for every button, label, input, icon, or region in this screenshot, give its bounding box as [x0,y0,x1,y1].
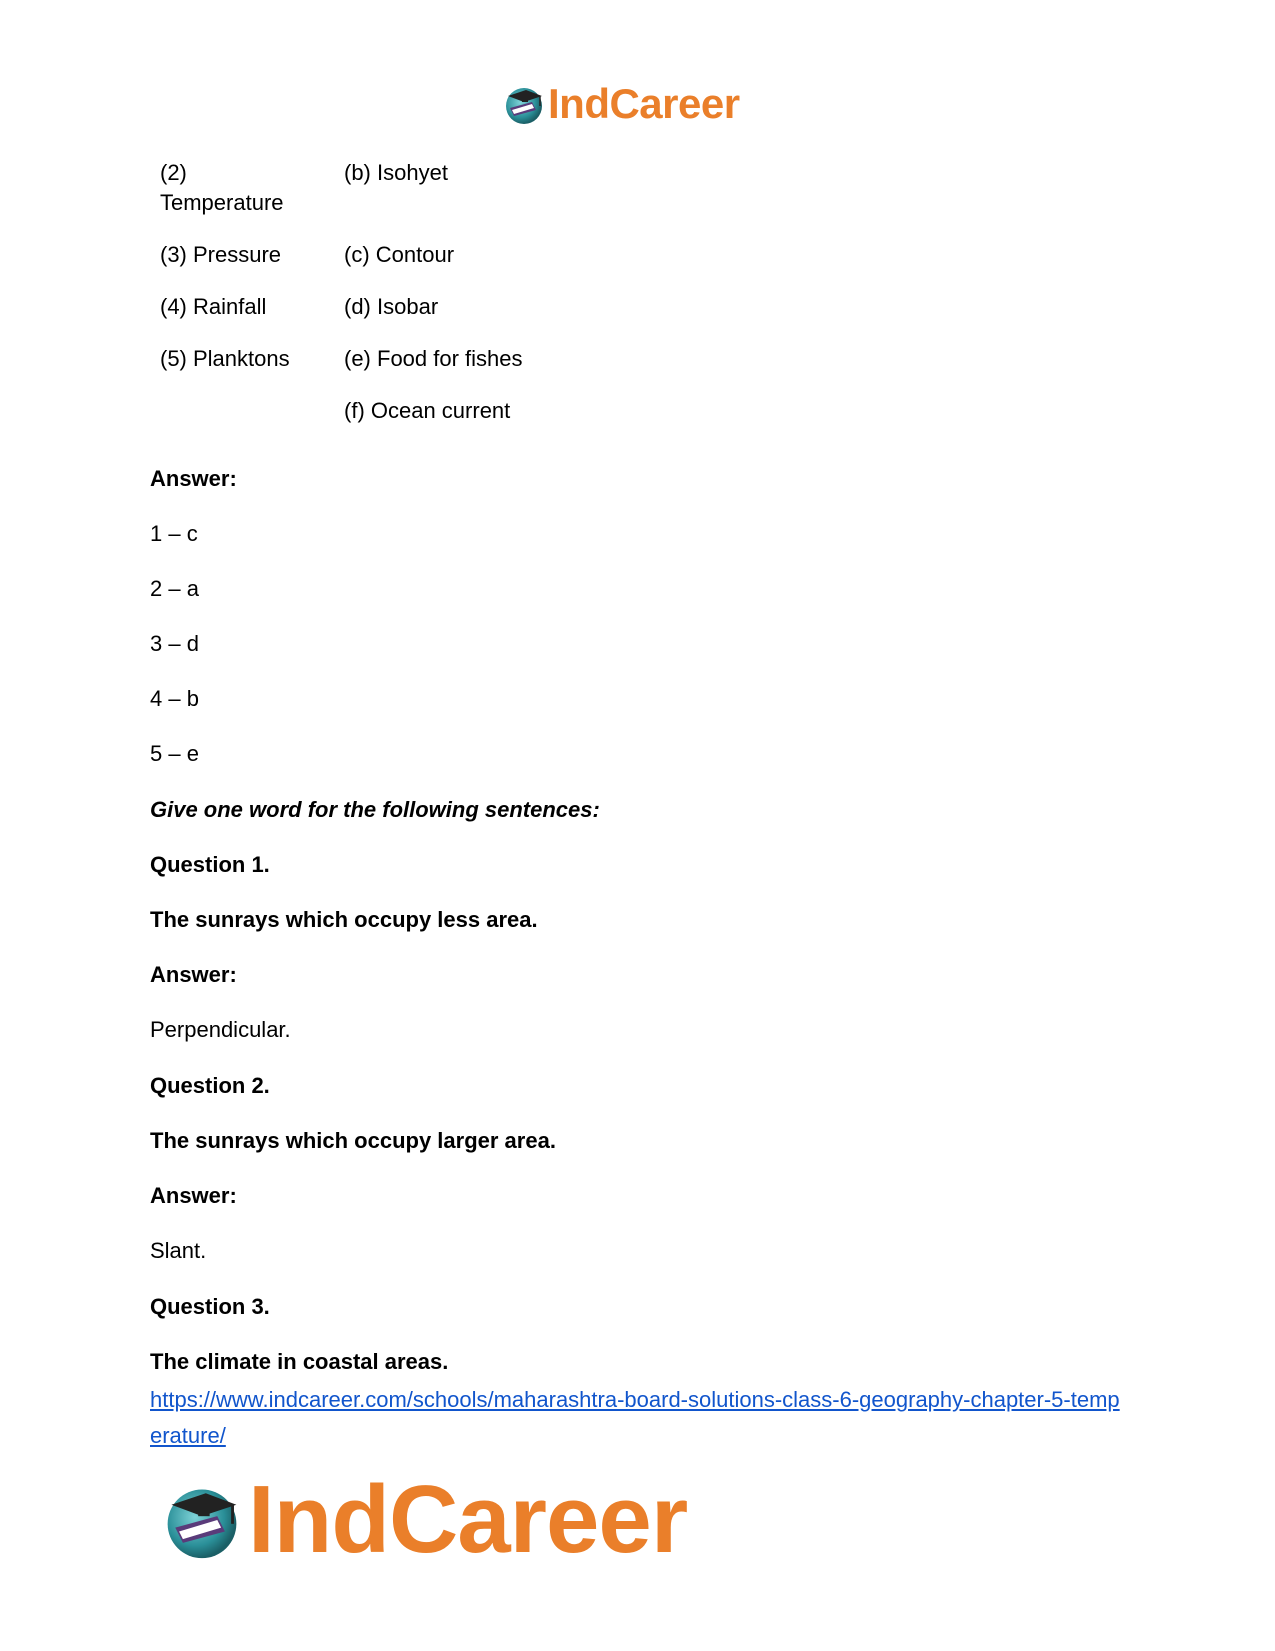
match-left-cell: (2) Temperature [160,160,284,215]
header-logo-text: IndCareer [548,80,740,127]
question-label: Question 1. [150,852,270,877]
answer-item: 2 – a [150,576,199,601]
answer-label: Answer: [150,1183,237,1208]
match-right-cell: (b) Isohyet [344,160,448,185]
question-label: Question 3. [150,1294,270,1319]
match-left-cell: (5) Planktons [160,346,290,371]
answer-item: 5 – e [150,741,199,766]
match-left-cell: (3) Pressure [160,242,282,267]
question-label: Question 2. [150,1073,270,1098]
logo-globe-icon [502,82,546,126]
answer-text: Perpendicular. [150,1017,291,1042]
section-heading: Give one word for the following sentences: [150,797,600,822]
logo-globe-icon [160,1478,244,1562]
source-link[interactable]: https://www.indcareer.com/schools/maharashtra-board-solutions-class-6-geography-chapter-5-temperature/ [150,1387,1120,1448]
answer-heading: Answer: [150,466,237,491]
question-text: The sunrays which occupy larger area. [150,1128,556,1153]
answer-text: Slant. [150,1238,207,1263]
answer-item: 1 – c [150,521,198,546]
match-right-cell: (d) Isobar [344,294,439,319]
footer-logo [160,1465,687,1575]
footer-logo-text: IndCareer [248,1466,688,1573]
header-logo [502,80,740,128]
match-right-cell: (e) Food for fishes [344,346,523,371]
match-left-cell: (4) Rainfall [160,294,267,319]
match-right-cell: (c) Contour [344,242,455,267]
match-right-cell: (f) Ocean current [344,398,511,423]
question-text: The climate in coastal areas. [150,1349,449,1374]
answer-item: 4 – b [150,686,199,711]
answer-item: 3 – d [150,631,199,656]
answer-label: Answer: [150,962,237,987]
question-text: The sunrays which occupy less area. [150,907,538,932]
